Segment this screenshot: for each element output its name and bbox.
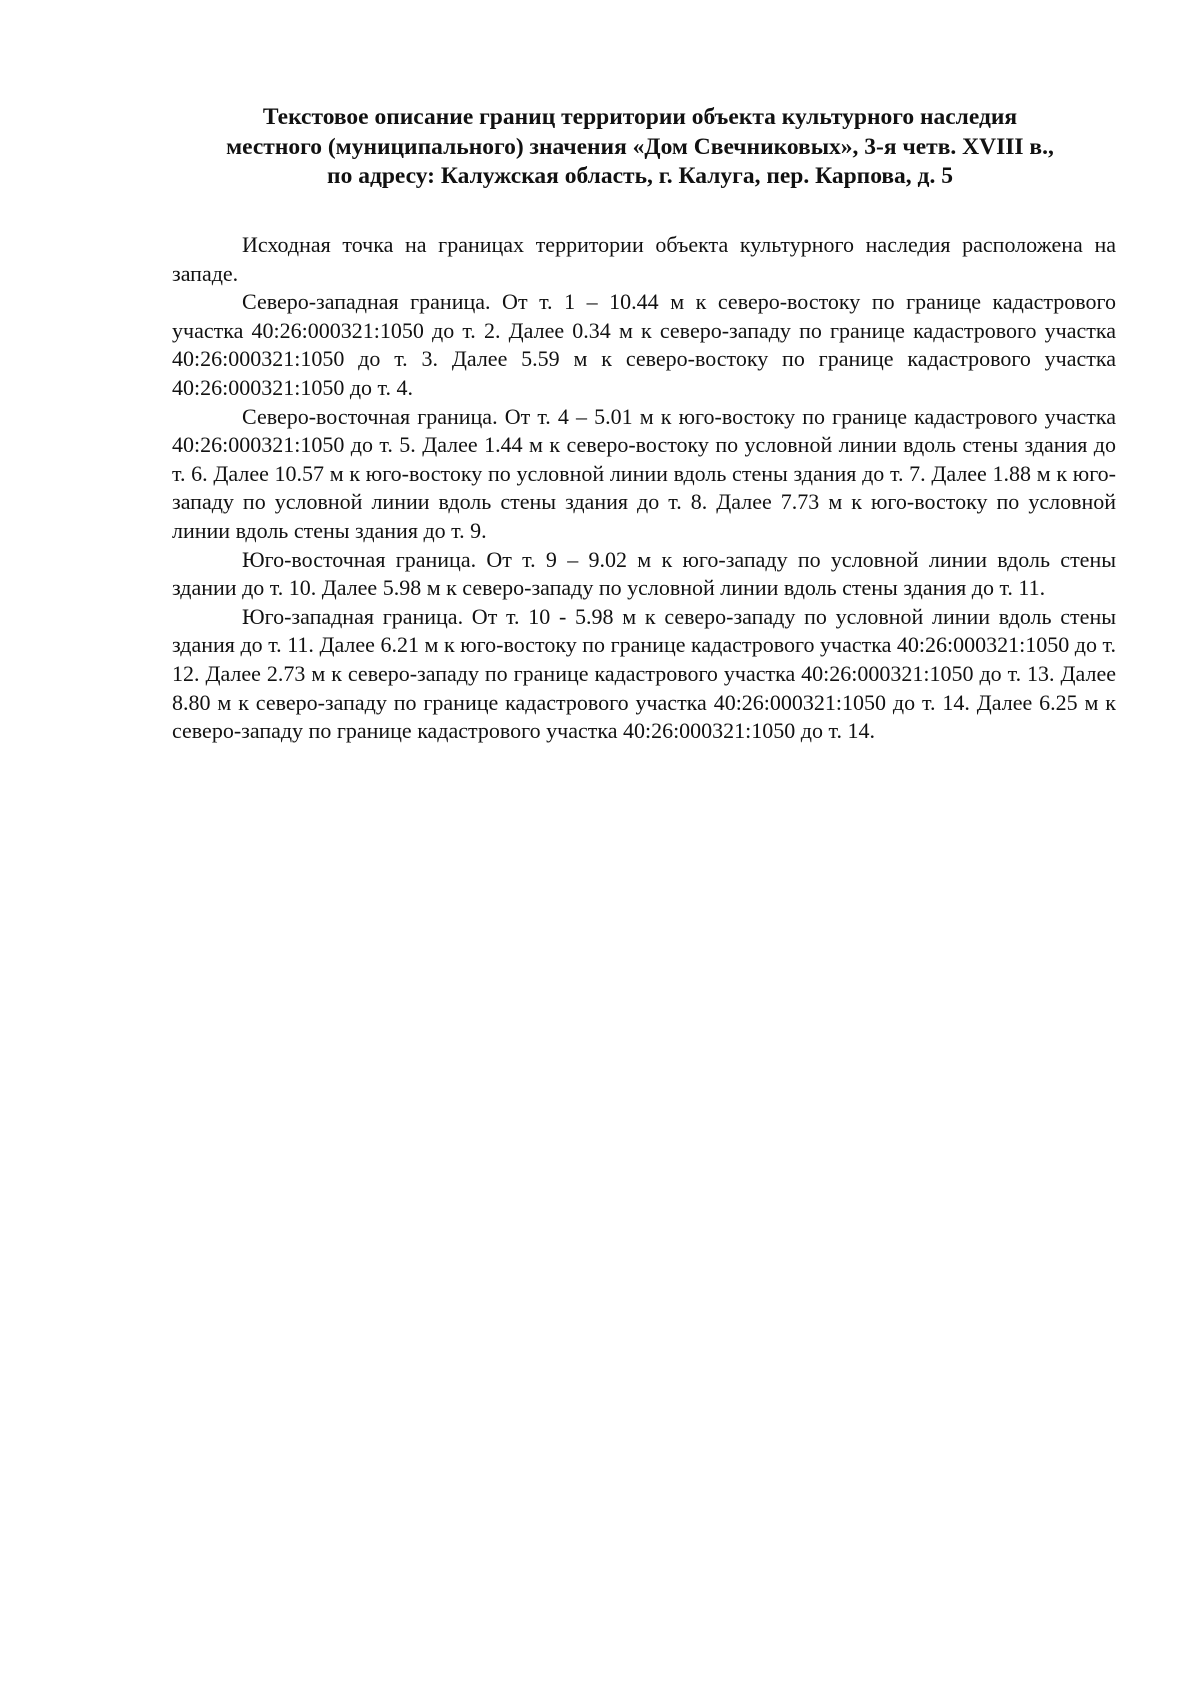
document-body — [172, 231, 1116, 746]
paragraph-southwest-boundary: Юго-западная граница. От т. 10 - 5.98 м к северо-западу по условной линии вдоль стены здания до т. 11. Далее 6.21 м к юго-востоку по границе кадастрового участка 40:26:000321:1050 до т. 12. Далее 2.73 м к северо-западу по границе кадастрового участка 40:26:000321:1050 до т. 13. Далее 8.80 м к северо-западу по границе кадастрового участка 40:26:000321:1050 до т. 14. Далее 6.25 м к северо-западу по границе кадастрового участка 40:26:000321:1050 до т. 14. — [172, 603, 1116, 744]
document-title — [170, 103, 1110, 192]
paragraph-southeast-boundary: Юго-восточная граница. От т. 9 – 9.02 м к юго-западу по условной линии вдоль стены здании до т. 10. Далее 5.98 м к северо-западу по условной линии вдоль стены здания до т. 11. — [172, 546, 1116, 601]
title-line-2: местного (муниципального) значения «Дом Свечниковых», 3-я четв. XVIII в., — [226, 133, 1054, 160]
title-line-3: по адресу: Калужская область, г. Калуга, пер. Карпова, д. 5 — [327, 163, 953, 189]
title-line-1: Текстовое описание границ территории объекта культурного наследия — [262, 104, 1018, 130]
paragraph-start-point: Исходная точка на границах территории объекта культурного наследия расположена на западе. — [172, 232, 1116, 286]
paragraph-northwest-boundary: Северо-западная граница. От т. 1 – 10.44 м к северо-востоку по границе кадастрового участка 40:26:000321:1050 до т. 2. Далее 0.34 м к северо-западу по границе кадастрового участка 40:26:000321:1050 до т. 3. Далее 5.59 м к северо-востоку по границе кадастрового участка 40:26:000321:1050 до т. 4. — [172, 289, 1116, 400]
paragraph-northeast-boundary: Северо-восточная граница. От т. 4 – 5.01 м к юго-востоку по границе кадастрового участка 40:26:000321:1050 до т. 5. Далее 1.44 м к северо-востоку по условной линии вдоль стены здания до т. 6. Далее 10.57 м к юго-востоку по условной линии вдоль стены здания до т. 7. Далее 1.88 м к юго-западу по условной линии вдоль стены здания до т. 8. Далее 7.73 м к юго-востоку по условной линии вдоль стены здания до т. 9. — [172, 403, 1116, 543]
